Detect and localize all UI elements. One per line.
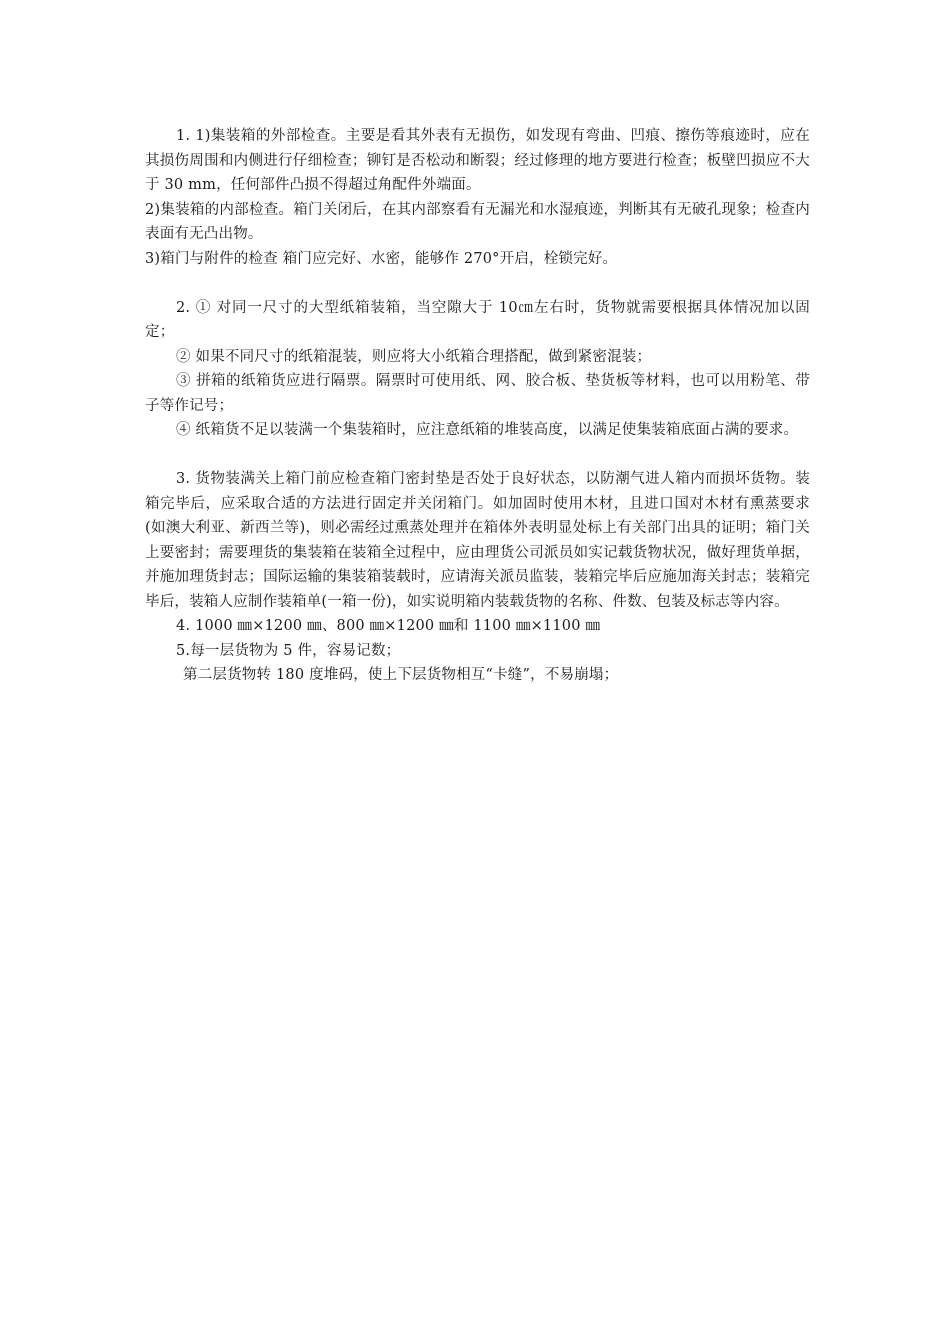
paragraph-1-3: 3)箱门与附件的检查 箱门应完好、水密，能够作 270°开启，栓锁完好。	[145, 250, 618, 267]
paragraph-3-1: 3. 货物装满关上箱门前应检查箱门密封垫是否处于良好状态，以防潮气进人箱内而损坏货物。装箱完毕后，应采取合适的方法进行固定并关闭箱门。如加固时使用木材，且进口国对木材有熏蒸要求(如澳大利亚、新西兰等)，则必需经过熏蒸处理并在箱体外表明显处标上有关部门出具的证明；箱门关上要密封；需要理货的集装箱在装箱全过程中，应由理货公司派员如实记载货物状况，做好理货单据，并施加理货封志；国际运输的集装箱装载时，应请海关派员监装，装箱完毕后应施加海关封志；装箱完毕后，装箱人应制作装箱单(一箱一份)，如实说明箱内装载货物的名称、件数、包装及标志等内容。	[145, 471, 810, 610]
paragraph-2-2: ② 如果不同尺寸的纸箱混装，则应将大小纸箱合理搭配，做到紧密混装；	[176, 348, 652, 365]
paragraph-1-1: 1. 1)集装箱的外部检查。主要是看其外表有无损伤，如发现有弯曲、凹痕、擦伤等痕迹时，应在其损伤周围和内侧进行仔细检查；铆钉是否松动和断裂；经过修理的地方要进行检查；板壁凹损应不大于 30 mm，任何部件凸损不得超过角配件外端面。	[145, 128, 810, 193]
paragraph-2-1: 2. ① 对同一尺寸的大型纸箱装箱，当空隙大于 10㎝左右时，货物就需要根据具体情况加以固定；	[145, 299, 810, 340]
paragraph-gap	[145, 271, 810, 296]
paragraph-2-4: ④ 纸箱货不足以装满一个集装箱时，应注意纸箱的堆装高度，以满足使集装箱底面占满的要求。	[176, 422, 799, 438]
paragraph-5: 5.每一层货物为 5 件，容易记数；	[176, 642, 401, 659]
paragraph-gap	[145, 443, 810, 468]
document-body	[145, 124, 810, 688]
paragraph-1-2: 2)集装箱的内部检查。箱门关闭后，在其内部察看有无漏光和水湿痕迹，判断其有无破孔现象；检查内表面有无凸出物。	[145, 201, 810, 242]
paragraph-4: 4. 1000 ㎜×1200 ㎜、800 ㎜×1200 ㎜和 1100 ㎜×1100 ㎜	[176, 618, 601, 634]
paragraph-2-3: ③ 拼箱的纸箱货应进行隔票。隔票时可使用纸、网、胶合板、垫货板等材料，也可以用粉笔、带子等作记号；	[145, 373, 810, 414]
paragraph-5-2: 第二层货物转 180 度堆码，使上下层货物相互“卡缝”，不易崩塌；	[183, 667, 619, 683]
